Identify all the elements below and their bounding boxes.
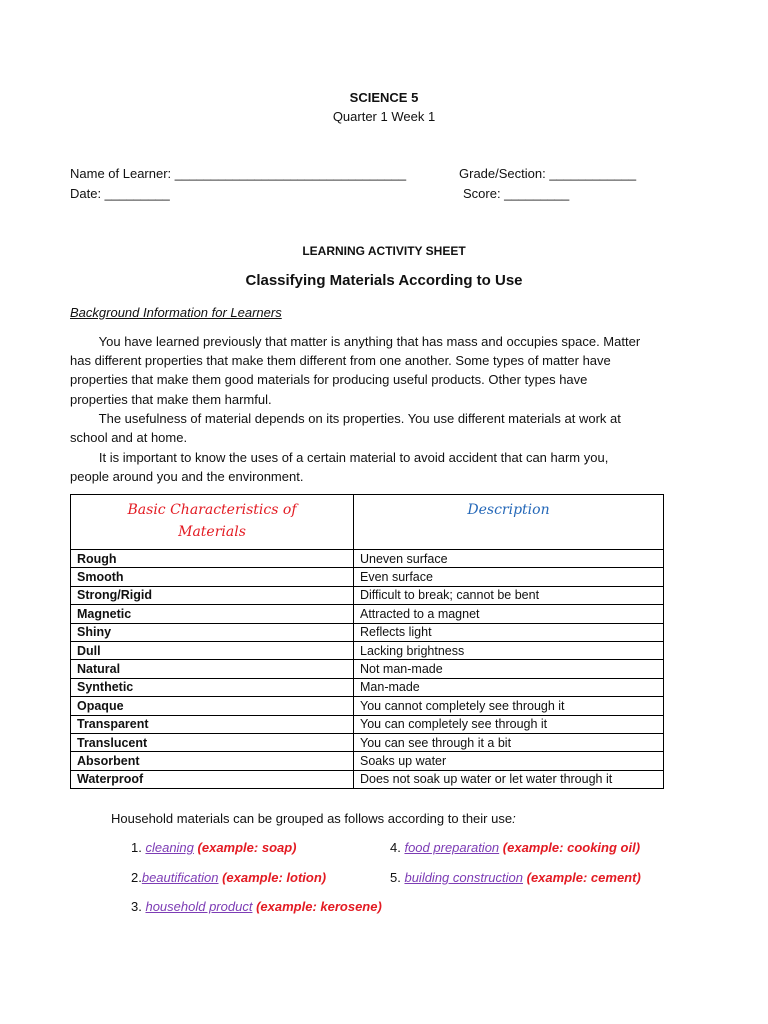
description-cell: You cannot completely see through it [354,697,664,715]
use-term: building construction [404,870,523,885]
term-cell: Transparent [71,715,354,733]
term-cell: Natural [71,660,354,678]
use-number: 5. [390,870,401,885]
subject-title: SCIENCE 5 [349,90,419,105]
description-cell: Lacking brightness [354,641,664,659]
use-item-5 [390,870,641,885]
header-characteristics-line1: Basic Characteristics of [127,502,297,518]
use-item-4 [390,840,640,855]
use-number: 3. [131,899,142,914]
term-cell: Smooth [71,568,354,586]
characteristics-table [70,494,664,789]
header-description-label: Description [467,502,550,518]
use-item-3 [131,899,382,914]
date-field: Date: _________ [70,186,170,201]
table-row [71,586,664,604]
table-row [71,752,664,770]
description-cell: You can completely see through it [354,715,664,733]
use-example: (example: soap) [197,840,297,855]
table-row [71,770,664,788]
table-row [71,697,664,715]
use-term: cleaning [145,840,194,855]
uses-intro-text: Household materials can be grouped as follows according to their use [111,811,513,826]
grade-section-field: Grade/Section: ____________ [459,166,637,181]
name-of-learner-field: Name of Learner: ________________________________ [70,166,407,181]
paragraph-line: properties that make them good materials for producing useful products. Other types have [70,372,588,388]
term-cell: Strong/Rigid [71,586,354,604]
header-characteristics-line2: Materials [178,524,246,540]
paragraph-line: properties that make them harmful. [70,391,272,407]
lesson-title: Classifying Materials According to Use [245,272,523,289]
description-cell: Reflects light [354,623,664,641]
description-cell: Attracted to a magnet [354,605,664,623]
table-row [71,660,664,678]
score-field: Score: _________ [463,186,570,201]
term-cell: Magnetic [71,605,354,623]
table-row [71,623,664,641]
use-number: 4. [390,840,401,855]
description-cell: Uneven surface [354,550,664,568]
paragraph-1 [70,332,700,409]
paragraph-line: school and at home. [70,430,188,446]
uses-intro [111,811,516,826]
term-cell: Translucent [71,733,354,751]
use-number: 2. [131,870,142,885]
description-cell: Does not soak up water or let water through it [354,770,664,788]
table-row [71,550,664,568]
paragraph-line: You have learned previously that matter is anything that has mass and occupies space. Matter [70,334,641,349]
term-cell: Opaque [71,697,354,715]
table-row [71,678,664,696]
background-heading: Background Information for Learners [70,305,282,320]
term-cell: Synthetic [71,678,354,696]
table-row [71,605,664,623]
term-cell: Rough [71,550,354,568]
description-cell: Not man-made [354,660,664,678]
use-example: (example: cement) [526,870,641,885]
use-term: beautification [141,870,219,885]
use-item-1 [131,840,297,855]
table-row [71,715,664,733]
header-characteristics [71,495,354,550]
uses-intro-colon: : [512,811,516,826]
paragraph-line: It is important to know the uses of a certain material to avoid accident that can harm you, [70,450,609,465]
header-description [354,495,664,550]
use-number: 1. [131,840,142,855]
description-cell: Difficult to break; cannot be bent [354,586,664,604]
paragraph-2 [70,409,700,447]
paragraph-line: has different properties that make them different from one another. Some types of matter have [70,353,611,369]
description-cell: You can see through it a bit [354,733,664,751]
table-header-row [71,495,664,550]
use-term: food preparation [404,840,500,855]
term-cell: Dull [71,641,354,659]
table-row [71,568,664,586]
paragraph-line: The usefulness of material depends on its properties. You use different materials at work at [70,411,621,426]
table-row [71,733,664,751]
use-item-2 [131,870,326,885]
description-cell: Even surface [354,568,664,586]
term-cell: Shiny [71,623,354,641]
term-cell: Absorbent [71,752,354,770]
quarter-week: Quarter 1 Week 1 [332,109,436,124]
use-term: household product [145,899,253,914]
use-example: (example: cooking oil) [502,840,641,855]
table-row [71,641,664,659]
sheet-heading: LEARNING ACTIVITY SHEET [302,244,466,258]
paragraph-line: people around you and the environment. [70,469,304,485]
paragraph-3 [70,448,700,486]
description-cell: Soaks up water [354,752,664,770]
description-cell: Man-made [354,678,664,696]
term-cell: Waterproof [71,770,354,788]
use-example: (example: lotion) [222,870,327,885]
use-example: (example: kerosene) [256,899,382,914]
